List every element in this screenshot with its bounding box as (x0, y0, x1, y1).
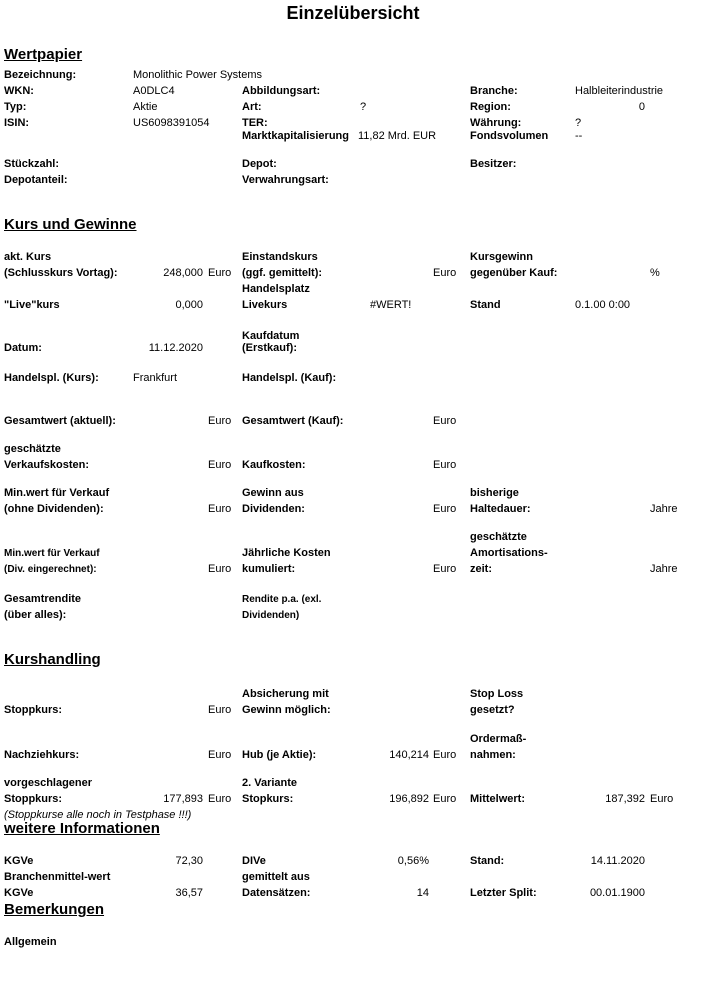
field-verwahrungsart-label: Verwahrungsart: (242, 174, 329, 186)
field-isin-value: US6098391054 (133, 117, 210, 129)
field-datum-label: Datum: (4, 342, 42, 354)
field-livekurs-label-line2: Livekurs (242, 299, 288, 311)
field-minwert-div-label-line2: (Div. eingerechnet): (4, 564, 97, 575)
field-livekurs-error-value: #WERT! (370, 299, 412, 311)
field-jaehrliche-kosten-label-line1: Jährliche Kosten (242, 547, 331, 559)
unit-euro: Euro (208, 793, 232, 805)
unit-euro: Euro (433, 563, 457, 575)
field-stand-datum-label: Stand: (470, 855, 505, 867)
field-dive-label: DIVe (242, 855, 266, 867)
unit-euro: Euro (208, 459, 232, 471)
field-kgve-label: KGVe (4, 855, 34, 867)
section-heading-kurs-und-gewinne: Kurs und Gewinne (4, 216, 137, 233)
section-heading-bemerkungen: Bemerkungen (4, 901, 105, 918)
unit-euro: Euro (650, 793, 674, 805)
field-haltedauer-label-line2: Haltedauer: (470, 503, 531, 515)
testphase-note: (Stoppkurse alle noch in Testphase !!!) (4, 809, 192, 821)
field-variante2-label-line1: 2. Variante (242, 777, 298, 789)
field-einstandskurs-label-line2: (ggf. gemittelt): (242, 267, 323, 279)
field-bezeichnung-value: Monolithic Power Systems (133, 69, 262, 81)
field-kaufdatum-label-line1: Kaufdatum (242, 330, 300, 342)
field-art-value: ? (360, 101, 367, 113)
field-stand-value: 0.1.00 0:00 (575, 299, 631, 311)
field-branche-value: Halbleiterindustrie (575, 85, 664, 97)
unit-euro: Euro (433, 459, 457, 471)
field-akt-kurs-label-line1: akt. Kurs (4, 251, 52, 263)
field-datensaetze-label-line2: Datensätzen: (242, 887, 311, 899)
field-stueckzahl-label: Stückzahl: (4, 158, 60, 170)
field-stand-datum-value: 14.11.2020 (590, 855, 645, 867)
section-heading-wertpapier: Wertpapier (4, 46, 83, 63)
field-verkaufskosten-label-line1: geschätzte (4, 443, 61, 455)
unit-euro: Euro (208, 749, 232, 761)
field-amortisationszeit-label-line1: geschätzte (470, 531, 527, 543)
field-branchen-kgve-value: 36,57 (175, 887, 203, 899)
section-heading-weitere-informationen: weitere Informationen (4, 820, 160, 837)
unit-euro: Euro (208, 503, 232, 515)
field-handelspl-kauf-label: Handelspl. (Kauf): (242, 372, 337, 384)
field-jaehrliche-kosten-label-line2: kumuliert: (242, 563, 296, 575)
field-ordermassnahmen-label-line2: nahmen: (470, 749, 516, 761)
field-marktkapitalisierung-label: Marktkapitalisierung (242, 130, 349, 142)
field-amortisationszeit-label-line2: Amortisations- (470, 547, 548, 559)
field-datensaetze-label-line1: gemittelt aus (242, 871, 310, 883)
unit-euro: Euro (433, 503, 457, 515)
field-gesamtrendite-label-line1: Gesamtrendite (4, 593, 82, 605)
field-abbildungsart-label: Abbildungsart: (242, 85, 321, 97)
field-haltedauer-label-line1: bisherige (470, 487, 519, 499)
page-title: Einzelübersicht (286, 3, 420, 23)
field-ter-label: TER: (242, 117, 268, 129)
field-variante2-value: 196,892 (389, 793, 429, 805)
field-rendite-pa-label-line2: Dividenden) (242, 610, 300, 621)
unit-euro: Euro (208, 267, 232, 279)
field-ordermassnahmen-label-line1: Ordermaß- (470, 733, 527, 745)
field-datum-value: 11.12.2020 (148, 342, 203, 354)
field-art-label: Art: (242, 101, 262, 113)
field-livekurs-label-line1: Handelsplatz (242, 283, 310, 295)
field-kaufdatum-label-line2: (Erstkauf): (242, 342, 298, 354)
field-stand-label: Stand (470, 299, 501, 311)
field-akt-kurs-value: 248,000 (163, 267, 203, 279)
field-letzter-split-value: 00.01.1900 (589, 887, 645, 899)
field-kgve-value: 72,30 (175, 855, 203, 867)
field-dive-value: 0,56% (397, 855, 429, 867)
field-typ-value: Aktie (133, 101, 158, 113)
field-verkaufskosten-label-line2: Verkaufskosten: (4, 459, 89, 471)
field-amortisationszeit-label-line3: zeit: (470, 563, 492, 575)
field-kaufkosten-label: Kaufkosten: (242, 459, 306, 471)
unit-jahre: Jahre (650, 503, 678, 515)
field-wkn-label: WKN: (4, 85, 34, 97)
unit-euro: Euro (433, 415, 457, 427)
field-minwert-ohne-div-label-line1: Min.wert für Verkauf (4, 487, 110, 499)
unit-euro: Euro (208, 704, 232, 716)
field-vorgeschlagener-stoppkurs-label-line1: vorgeschlagener (4, 777, 93, 789)
field-region-label: Region: (470, 101, 511, 113)
unit-euro: Euro (208, 415, 232, 427)
field-wkn-value: A0DLC4 (133, 85, 175, 97)
field-vorgeschlagener-stoppkurs-label-line2: Stoppkurs: (4, 793, 63, 805)
field-branchen-kgve-label-line1: Branchenmittel-wert (4, 871, 111, 883)
field-mittelwert-value: 187,392 (605, 793, 645, 805)
field-hub-label: Hub (je Aktie): (242, 749, 317, 761)
field-allgemein-label: Allgemein (4, 936, 57, 948)
field-gesamtwert-aktuell-label: Gesamtwert (aktuell): (4, 415, 116, 427)
field-depot-label: Depot: (242, 158, 277, 170)
field-waehrung-value: ? (575, 117, 582, 129)
field-marktkapitalisierung-value: 11,82 Mrd. EUR (358, 130, 437, 142)
field-kursgewinn-label-line1: Kursgewinn (470, 251, 533, 263)
field-variante2-label-line2: Stopkurs: (242, 793, 294, 805)
field-bezeichnung-label: Bezeichnung: (4, 69, 77, 81)
field-branchen-kgve-label-line2: KGVe (4, 887, 34, 899)
field-region-value: 0 (638, 101, 645, 113)
field-minwert-ohne-div-label-line2: (ohne Dividenden): (4, 503, 104, 515)
field-depotanteil-label: Depotanteil: (4, 174, 68, 186)
field-minwert-div-label-line1: Min.wert für Verkauf (4, 548, 100, 559)
field-stoppkurs-label: Stoppkurs: (4, 704, 63, 716)
field-branche-label: Branche: (470, 85, 518, 97)
field-livekurs-schluss-label: "Live"kurs (4, 299, 60, 311)
field-besitzer-label: Besitzer: (470, 158, 517, 170)
unit-jahre: Jahre (650, 563, 678, 575)
field-gewinn-dividenden-label-line1: Gewinn aus (242, 487, 304, 499)
field-letzter-split-label: Letzter Split: (470, 887, 537, 899)
field-mittelwert-label: Mittelwert: (470, 793, 525, 805)
field-hub-value: 140,214 (389, 749, 429, 761)
field-vorgeschlagener-stoppkurs-value: 177,893 (163, 793, 203, 805)
field-typ-label: Typ: (4, 101, 27, 113)
field-rendite-pa-label-line1: Rendite p.a. (exl. (242, 594, 322, 605)
field-einstandskurs-label-line1: Einstandskurs (242, 251, 318, 263)
field-absicherung-label-line2: Gewinn möglich: (242, 704, 331, 716)
field-handelspl-kurs-label: Handelspl. (Kurs): (4, 372, 99, 384)
field-handelspl-kurs-value: Frankfurt (133, 372, 178, 384)
field-gesamtrendite-label-line2: (über alles): (4, 609, 67, 621)
unit-euro: Euro (433, 793, 457, 805)
unit-euro: Euro (433, 749, 457, 761)
field-livekurs-schluss-value: 0,000 (175, 299, 203, 311)
section-heading-kurshandling: Kurshandling (4, 651, 101, 668)
unit-euro: Euro (208, 563, 232, 575)
field-fondsvolumen-value: -- (575, 130, 583, 142)
field-stop-loss-label-line1: Stop Loss (470, 688, 524, 700)
unit-percent: % (650, 267, 660, 279)
unit-euro: Euro (433, 267, 457, 279)
field-datensaetze-value: 14 (416, 887, 429, 899)
field-gewinn-dividenden-label-line2: Dividenden: (242, 503, 305, 515)
field-nachziehkurs-label: Nachziehkurs: (4, 749, 80, 761)
field-gesamtwert-kauf-label: Gesamtwert (Kauf): (242, 415, 344, 427)
field-absicherung-label-line1: Absicherung mit (242, 688, 329, 700)
field-isin-label: ISIN: (4, 117, 30, 129)
field-kursgewinn-label-line2: gegenüber Kauf: (470, 267, 558, 279)
field-stop-loss-label-line2: gesetzt? (470, 704, 515, 716)
field-waehrung-label: Währung: (470, 117, 522, 129)
field-fondsvolumen-label: Fondsvolumen (470, 130, 549, 142)
field-akt-kurs-label-line2: (Schlusskurs Vortag): (4, 267, 118, 279)
